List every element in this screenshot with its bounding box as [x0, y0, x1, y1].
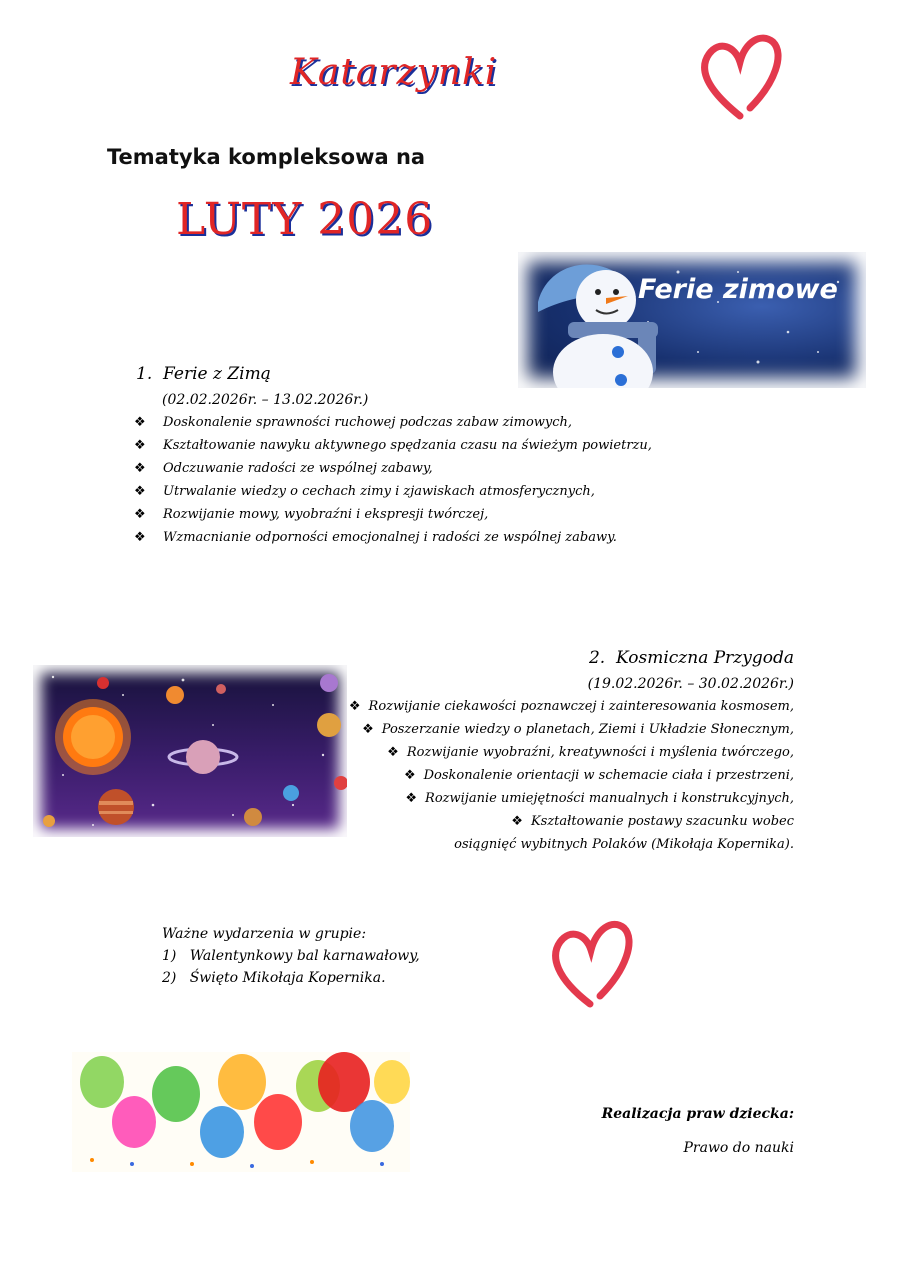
- list-item: ❖ Kształtowanie nawyku aktywnego spędzania czasu na świeżym powietrzu,: [134, 434, 652, 457]
- bullet-icon: ❖: [134, 484, 146, 499]
- banner-text: Ferie zimowe: [638, 274, 838, 305]
- bullet-icon: ❖: [134, 415, 146, 430]
- event-item: 2) Święto Mikołaja Kopernika.: [162, 970, 386, 986]
- list-item-continuation: osiągnięć wybitnych Polaków (Mikołaja Kopernika).: [454, 837, 794, 852]
- bullet-icon: ❖: [348, 699, 361, 714]
- bullet-icon: ❖: [134, 461, 146, 476]
- list-item: ❖ Rozwijanie mowy, wyobraźni i ekspresji twórczej,: [134, 503, 652, 526]
- list-item: ❖ Odczuwanie radości ze wspólnej zabawy,: [134, 457, 652, 480]
- balloons-illustration: [72, 1052, 410, 1172]
- bullet-icon: ❖: [134, 507, 146, 522]
- solar-system-image: [33, 665, 347, 837]
- section1-dates: (02.02.2026r. – 13.02.2026r.): [162, 392, 369, 408]
- bullet-icon: ❖: [387, 745, 399, 760]
- section1-list: [134, 411, 652, 549]
- bullet-icon: ❖: [134, 438, 146, 453]
- list-item: ❖ Doskonalenie orientacji w schemacie ciała i przestrzeni,: [340, 764, 794, 787]
- page-subtitle: Tematyka kompleksowa na: [107, 145, 426, 169]
- events-heading: Ważne wydarzenia w grupie:: [162, 926, 367, 942]
- bullet-icon: ❖: [134, 530, 146, 545]
- list-item: ❖ Utrwalanie wiedzy o cechach zimy i zjawiskach atmosferycznych,: [134, 480, 652, 503]
- month-title: LUTY 2026: [176, 194, 434, 245]
- bullet-icon: ❖: [511, 814, 523, 829]
- rights-heading: Realizacja praw dziecka:: [601, 1106, 794, 1122]
- section2-dates: (19.02.2026r. – 30.02.2026r.): [587, 676, 794, 692]
- snowman-illustration: [518, 252, 866, 388]
- bullet-icon: ❖: [405, 791, 418, 806]
- section2-list: [340, 695, 794, 856]
- bullet-icon: ❖: [362, 722, 374, 737]
- group-title: Katarzynki: [290, 52, 498, 93]
- bullet-icon: ❖: [403, 768, 416, 783]
- heart-icon: [695, 28, 785, 128]
- list-item: ❖ Kształtowanie postawy szacunku wobec: [340, 810, 794, 833]
- rights-value: Prawo do nauki: [683, 1140, 794, 1156]
- list-item: ❖ Rozwijanie ciekawości poznawczej i zainteresowania kosmosem,: [340, 695, 794, 718]
- event-item: 1) Walentynkowy bal karnawałowy,: [162, 948, 420, 964]
- section1-heading: 1. Ferie z Zimą: [136, 364, 271, 384]
- planets-illustration: [33, 665, 347, 837]
- list-item: ❖ Doskonalenie sprawności ruchowej podczas zabaw zimowych,: [134, 411, 652, 434]
- list-item: ❖ Rozwijanie umiejętności manualnych i konstrukcyjnych,: [340, 787, 794, 810]
- list-item: ❖ Rozwijanie wyobraźni, kreatywności i myślenia twórczego,: [340, 741, 794, 764]
- winter-break-image: [518, 252, 866, 388]
- heart-icon: [548, 912, 638, 1016]
- list-item: ❖ Wzmacnianie odporności emocjonalnej i radości ze wspólnej zabawy.: [134, 526, 652, 549]
- list-item: ❖ Poszerzanie wiedzy o planetach, Ziemi i Układzie Słonecznym,: [340, 718, 794, 741]
- section2-heading: 2. Kosmiczna Przygoda: [588, 648, 794, 668]
- balloons-image: [72, 1052, 410, 1172]
